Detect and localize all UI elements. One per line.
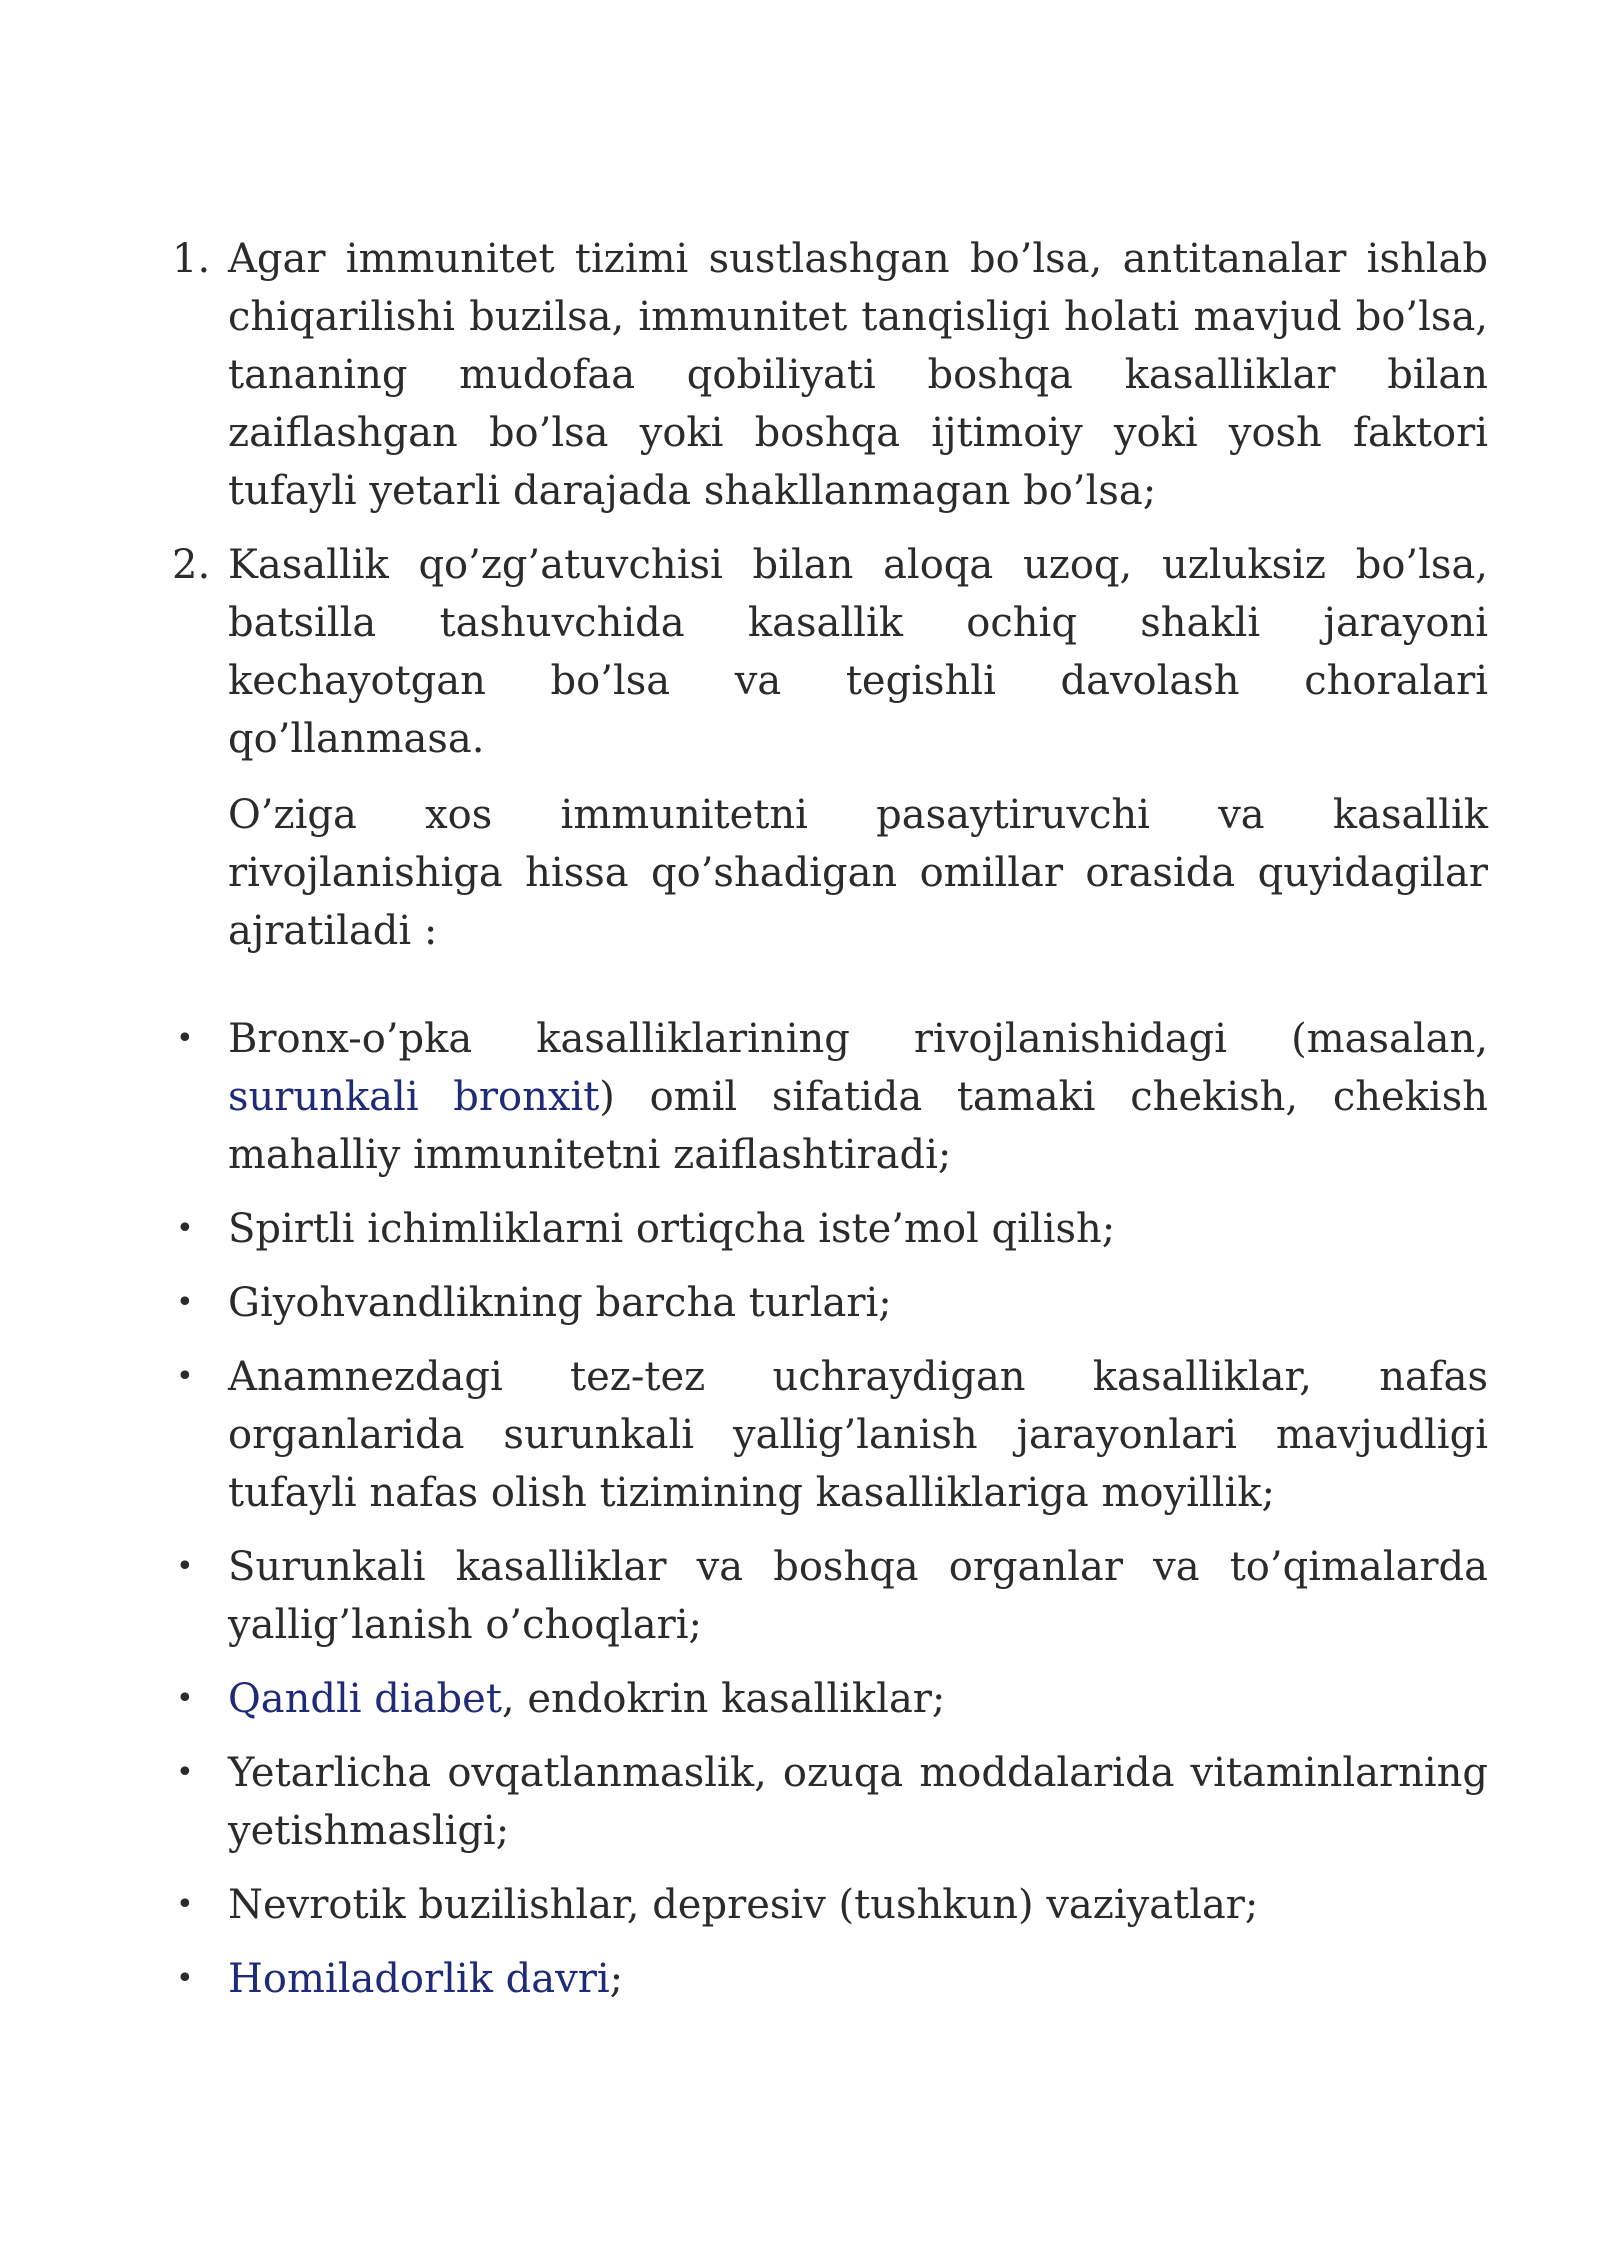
bullet-text: Bronx-o’pka kasalliklarining rivojlanishidagi (masalan, <box>228 1016 1488 1062</box>
intro-paragraph: O’ziga xos immunitetni pasaytiruvchi va kasallik rivojlanishiga hissa qo’shadigan omillar orasida quyidagilar ajratiladi : <box>228 792 1488 954</box>
bullet-icon: • <box>176 1887 194 1922</box>
bullet-icon: • <box>176 1681 194 1716</box>
numbered-item-1 <box>172 230 1488 520</box>
link-chronic-bronchitis[interactable]: surunkali bronxit <box>228 1074 600 1120</box>
list-number: 2. <box>172 542 211 588</box>
bullet-icon: • <box>176 1359 194 1394</box>
bullet-text: Nevrotik buzilishlar, depresiv (tushkun) vaziyatlar; <box>228 1882 1259 1928</box>
bullet-text: , endokrin kasalliklar; <box>501 1676 946 1722</box>
bullet-icon: • <box>176 1961 194 1996</box>
bullet-text: Spirtli ichimliklarni ortiqcha iste’mol qilish; <box>228 1206 1116 1252</box>
bullet-icon: • <box>176 1549 194 1584</box>
bullet-text: ) omil sifatida tamaki chekish, chekish mahalliy immunitetni zaiflashtiradi; <box>228 1074 1488 1178</box>
bullet-icon: • <box>176 1021 194 1056</box>
bullet-item-malnutrition <box>172 1744 1488 1860</box>
bullet-item-diabetes <box>172 1670 1488 1728</box>
page-content <box>172 230 1488 2008</box>
bullet-text: Anamnezdagi tez-tez uchraydigan kasalliklar, nafas organlarida surunkali yallig’lanish jarayonlari mavjudligi tufayli nafas olish tizimining kasalliklariga moyillik; <box>228 1354 1488 1516</box>
list-number: 1. <box>172 236 211 282</box>
bullet-text: Giyohvandlikning barcha turlari; <box>228 1280 892 1326</box>
bullet-text: Surunkali kasalliklar va boshqa organlar va to’qimalarda yallig’lanish o’choqlari; <box>228 1544 1488 1648</box>
bullet-text: ; <box>609 1956 624 2002</box>
bullet-icon: • <box>176 1285 194 1320</box>
numbered-item-2 <box>172 536 1488 768</box>
bullet-icon: • <box>176 1211 194 1246</box>
numbered-item-text: Agar immunitet tizimi sustlashgan bo’lsa, antitanalar ishlab chiqarilishi buzilsa, immunitet tanqisligi holati mavjud bo’lsa, tananing mudofaa qobiliyati boshqa kasalliklar bilan zaiflashgan bo’lsa yoki boshqa ijtimoiy yoki yosh faktori tufayli yetarli darajada shakllanmagan bo’lsa; <box>228 236 1488 514</box>
bullet-item-drugs <box>172 1274 1488 1332</box>
bullet-item-frequent-diseases <box>172 1348 1488 1522</box>
bullet-item-smoking <box>172 1010 1488 1184</box>
link-diabetes[interactable]: Qandli diabet <box>228 1676 502 1722</box>
bullet-text: Yetarlicha ovqatlanmaslik, ozuqa moddalarida vitaminlarning yetishmasligi; <box>228 1750 1488 1854</box>
bullet-item-neurotic <box>172 1876 1488 1934</box>
bullet-item-pregnancy <box>172 1950 1488 2008</box>
link-pregnancy[interactable]: Homiladorlik davri <box>228 1956 610 2002</box>
bullet-list <box>172 1010 1488 2008</box>
bullet-item-alcohol <box>172 1200 1488 1258</box>
bullet-icon: • <box>176 1755 194 1790</box>
numbered-item-text: Kasallik qo’zg’atuvchisi bilan aloqa uzoq, uzluksiz bo’lsa, batsilla tashuvchida kasallik ochiq shakli jarayoni kechayotgan bo’lsa va tegishli davolash choralari qo’llanmasa. <box>228 542 1488 762</box>
bullet-item-chronic-diseases <box>172 1538 1488 1654</box>
